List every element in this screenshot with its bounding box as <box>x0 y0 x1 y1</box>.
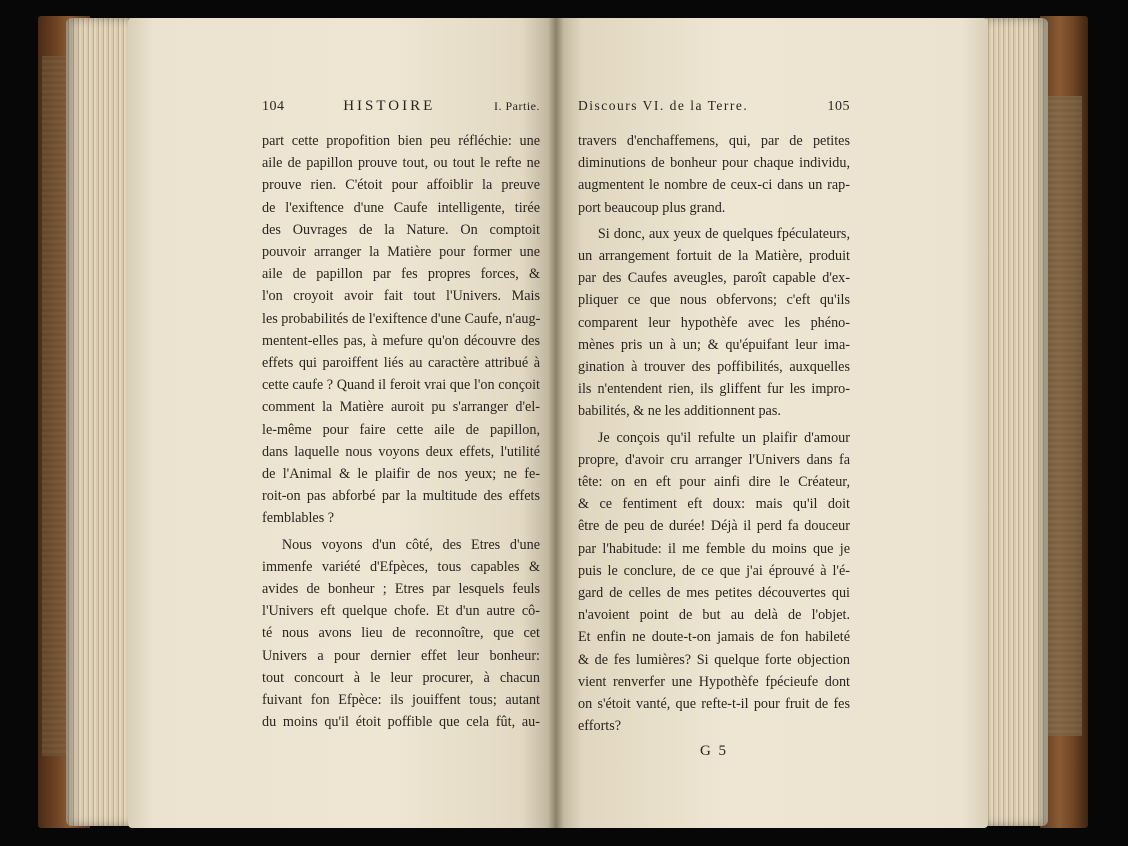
left-running-title: HISTOIRE <box>343 98 436 114</box>
text-line: l'Univers eft quelque chofe. Et d'un autre cô- <box>262 603 540 620</box>
text-line: diminutions de bonheur pour chaque individu, <box>578 155 850 172</box>
left-page-body <box>262 130 540 733</box>
right-page-body <box>578 130 850 737</box>
text-line: les probabilités de l'exiftence d'une Caufe, n'aug- <box>262 310 541 327</box>
text-line: prouve rien. C'étoit pour affoiblir la preuve <box>262 177 540 194</box>
text-line: de l'Animal & le plaifir de nos yeux; ne fe- <box>262 466 540 483</box>
text-line: propre, d'avoir cru arranger l'Univers dans fa <box>578 451 850 468</box>
text-line: puis le conclure, de ce que j'ai éprouvé à l'é- <box>578 562 850 579</box>
text-line: augmentent le nombre de ceux-ci dans un rap- <box>578 177 850 194</box>
left-page-header <box>262 98 540 120</box>
text-line: du moins qu'il étoit poffible que cela fût, au- <box>262 714 540 731</box>
text-line: le-même pour faire cette aile de papillon, <box>262 421 540 438</box>
text-line: effets qui paroiffent liés au caractère attribué à <box>262 355 540 372</box>
text-line: gination à trouver des poffibilités, auxquelles <box>578 359 850 376</box>
text-line: Nous voyons d'un côté, des Etres d'une <box>281 536 540 553</box>
text-line: travers d'enchaffemens, qui, par de petites <box>578 133 850 149</box>
text-line: pouvoir arranger la Matière pour former une <box>262 244 540 261</box>
left-text-block <box>262 98 540 733</box>
text-line: tête: on en eft pour ainfi dire le Créateur, <box>578 474 850 491</box>
text-line: l'on croyoit avoir fait tout l'Univers. Mais <box>262 288 540 305</box>
right-running-title: Discours VI. de la Terre. <box>578 98 749 113</box>
text-line: Et enfin ne doute-t-on jamais de fon habileté <box>578 629 850 646</box>
text-line: & de fes lumières? Si quelque forte objection <box>578 651 850 668</box>
text-line: n'avoient point de but au delà de l'objet. <box>578 607 850 624</box>
right-page-header <box>578 98 850 120</box>
text-line: de l'exiftence d'une Caufe intelligente, tirée <box>262 199 540 216</box>
left-page-number: 104 <box>262 99 285 114</box>
right-text-block <box>578 98 850 760</box>
text-line: té nous avons lieu de reconnoître, que cet <box>262 625 540 642</box>
text-line: dans laquelle nous voyons deux effets, l'utilité <box>262 443 540 460</box>
signature-mark: G 5 <box>699 743 729 760</box>
text-line: part cette propofition bien peu réfléchie: une <box>262 133 540 149</box>
text-line: Je conçois qu'il refulte un plaifir d'amour <box>597 429 850 446</box>
text-line: tout concourt à le leur procurer, à chacun <box>262 669 540 686</box>
text-line: gard de celles de mes petites découvertes qui <box>578 585 850 602</box>
text-line: mènes pris un à un; & qu'épuifant leur ima- <box>578 336 850 353</box>
text-line: immenfe variété d'Efpèces, tous capables & <box>262 558 540 575</box>
text-line: aile de papillon prouve tout, ou tout le refte ne <box>262 155 540 172</box>
text-line: comment la Matière auroit pu s'arranger d'el- <box>262 399 540 416</box>
text-line: on s'étoit vanté, que refte-t-il pour fruit de fes <box>578 696 850 713</box>
text-line: comparent leur hypothèfe avec les phéno- <box>578 314 850 331</box>
text-line: ils n'entendent rien, ils gliffent fur les impro- <box>578 381 850 398</box>
text-line: un arrangement fortuit de la Matière, produit <box>578 248 850 265</box>
text-line: des Ouvrages de la Nature. On comptoit <box>262 221 540 238</box>
text-line: Univers a pour dernier effet leur bonheur: <box>262 647 540 664</box>
text-line: pliquer ce que nous obfervons; c'eft qu'ils <box>578 292 850 309</box>
text-line: babilités, & ne les additionnent pas. <box>578 403 781 420</box>
left-part-label: I. Partie. <box>494 99 540 113</box>
book-gutter <box>548 18 564 828</box>
text-line: mentent-elles pas, à mefure qu'on découvre des <box>262 332 540 349</box>
text-line: port beaucoup plus grand. <box>578 199 726 216</box>
text-line: avides de bonheur ; Etres par lesquels feuls <box>262 581 540 598</box>
text-line: efforts? <box>578 718 622 735</box>
right-page-number: 105 <box>827 99 850 114</box>
text-line: vient renverfer une Hypothèfe fpécieufe dont <box>578 673 850 690</box>
text-line: Si donc, aux yeux de quelques fpéculateurs, <box>597 225 850 242</box>
left-page-edges <box>66 18 136 826</box>
text-line: être de peu de durée! Déjà il perd fa douceur <box>578 518 850 535</box>
text-line: cette caufe ? Quand il feroit vrai que l'on conçoit <box>262 377 540 394</box>
text-line: roit-on pas abforbé par la multitude des effets <box>262 488 540 505</box>
text-line: femblables ? <box>262 510 335 527</box>
text-line: par des Caufes aveugles, paroît capable d'ex- <box>578 270 850 287</box>
text-line: & ce fentiment eft doux: mais qu'il doit <box>578 496 850 513</box>
text-line: par l'habitude: il me femble du moins que je <box>578 540 850 557</box>
right-page-edges <box>986 18 1048 826</box>
text-line: fuivant fon Efpèce: ils jouiffent tous; autant <box>262 692 540 709</box>
text-line: aile de papillon par fes propres forces, & <box>262 266 540 283</box>
